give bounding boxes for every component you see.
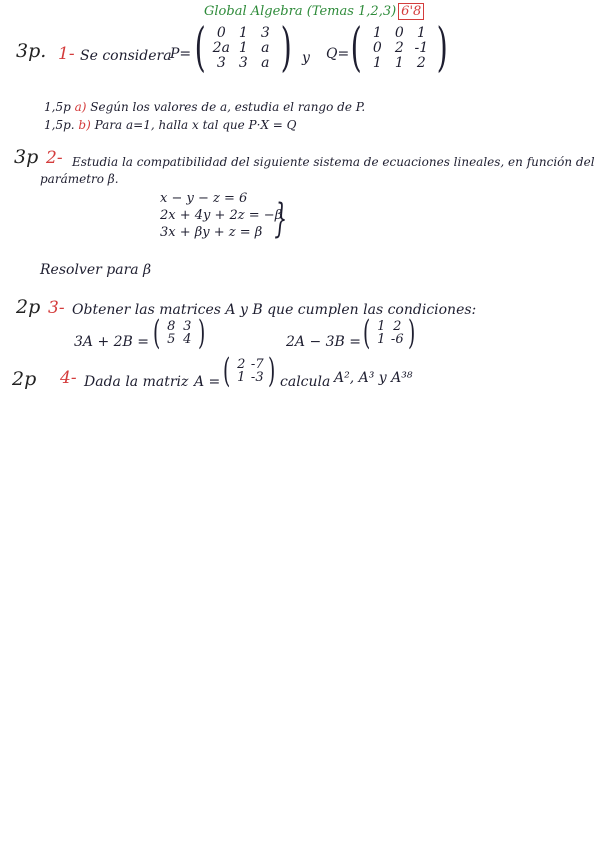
problem-3-points: 2p xyxy=(16,296,41,318)
problem-2-points: 3p xyxy=(14,146,39,168)
matrix-cell: 3 xyxy=(238,54,248,71)
problem-1b-points: 1,5p. xyxy=(44,118,75,132)
title-text: Global Algebra (Temas 1,2,3) xyxy=(204,4,397,19)
eq1-matrix-grid xyxy=(163,320,195,346)
problem-1b-text: Para a=1, halla x tal que P·X = Q xyxy=(94,118,297,132)
problem-1-intro: Se considera xyxy=(80,48,172,64)
matrix-cell: 1 xyxy=(377,332,386,347)
problem-2-solve: Resolver para β xyxy=(40,262,152,278)
matrix-cell: 2 xyxy=(237,357,246,372)
equation-2: 2x + 4y + 2z = −β xyxy=(160,208,283,223)
system-equations xyxy=(160,190,282,241)
matrix-cell: -1 xyxy=(414,39,429,56)
matrix-q: ( 1 0 1 0 2 -1 1 1 2 ) xyxy=(350,18,449,78)
matrix-cell: 1 xyxy=(416,24,426,41)
problem-2-number: 2- xyxy=(46,148,63,168)
system-brace: } xyxy=(274,196,288,242)
matrix-cell: 1 xyxy=(372,24,382,41)
problem-3-number: 3- xyxy=(48,298,65,318)
matrix-cell: -3 xyxy=(250,370,264,385)
matrix-cell: 2 xyxy=(416,54,426,71)
matrix-cell: 1 xyxy=(394,54,404,71)
equation-1: x − y − z = 6 xyxy=(160,191,248,206)
problem-1-number: 1- xyxy=(58,44,75,64)
problem-2-text-line1: Estudia la compatibilidad del siguiente sistema de ecuaciones lineales, en función del xyxy=(72,155,595,169)
matrix-cell: 8 xyxy=(167,319,176,334)
problem-1-points: 3p. xyxy=(16,40,47,62)
matrix-p-grid xyxy=(210,26,276,71)
grade-box: 6'8 xyxy=(398,3,424,20)
eq1-matrix: ( 8 3 5 4 ) xyxy=(152,313,206,353)
matrix-p-label: P= xyxy=(170,46,192,62)
matrix-a: ( 2 -7 1 -3 ) xyxy=(222,351,276,391)
eq1-label: 3A + 2B = xyxy=(74,334,150,350)
problem-4-text: Dada la matriz xyxy=(84,374,189,390)
matrix-cell: -7 xyxy=(250,357,264,372)
problem-1b xyxy=(44,118,297,132)
matrix-cell: 1 xyxy=(238,24,248,41)
matrix-cell: 2 xyxy=(393,319,402,334)
eq2-label: 2A − 3B = xyxy=(286,334,362,350)
problem-1a xyxy=(44,100,365,114)
eq2-matrix: ( 1 2 1 -6 ) xyxy=(362,313,416,353)
matrix-cell: 3 xyxy=(260,24,270,41)
matrix-a-label: A = xyxy=(194,374,221,390)
problem-1b-letter: b) xyxy=(78,118,91,132)
matrix-cell: a xyxy=(261,39,270,56)
matrix-q-grid xyxy=(366,26,432,71)
matrix-cell: 1 xyxy=(372,54,382,71)
problem-3-text: Obtener las matrices A y B que cumplen las condiciones: xyxy=(72,302,477,318)
matrix-cell: 2 xyxy=(394,39,404,56)
matrix-cell: 2a xyxy=(212,39,230,56)
problem-1-conj: y xyxy=(302,50,310,66)
matrix-cell: 3 xyxy=(216,54,226,71)
problem-4-powers: A², A³ y A³⁸ xyxy=(334,370,413,386)
matrix-cell: 0 xyxy=(394,24,404,41)
matrix-cell: -6 xyxy=(390,332,404,347)
eq2-matrix-grid xyxy=(373,320,405,346)
problem-4-number: 4- xyxy=(60,368,77,388)
matrix-cell: 1 xyxy=(377,319,386,334)
equation-3: 3x + βy + z = β xyxy=(160,225,263,240)
problem-2-text-line2: parámetro β. xyxy=(40,172,119,186)
matrix-cell: 5 xyxy=(167,332,176,347)
matrix-cell: 0 xyxy=(216,24,226,41)
problem-1a-points: 1,5p xyxy=(44,100,71,114)
matrix-cell: a xyxy=(261,54,270,71)
problem-4-calc: calcula xyxy=(280,374,331,390)
matrix-a-grid xyxy=(233,358,265,384)
matrix-cell: 3 xyxy=(183,319,192,334)
matrix-cell: 4 xyxy=(183,332,192,347)
problem-4-points: 2p xyxy=(12,368,37,390)
matrix-cell: 1 xyxy=(238,39,248,56)
matrix-cell: 0 xyxy=(372,39,382,56)
matrix-p: ( 0 1 3 2a 1 a 3 3 a ) xyxy=(194,18,293,78)
matrix-q-label: Q= xyxy=(326,46,350,62)
problem-1a-text: Según los valores de a, estudia el rango de P. xyxy=(90,100,366,114)
matrix-cell: 1 xyxy=(237,370,246,385)
exam-title xyxy=(204,4,424,19)
problem-1a-letter: a) xyxy=(74,100,87,114)
